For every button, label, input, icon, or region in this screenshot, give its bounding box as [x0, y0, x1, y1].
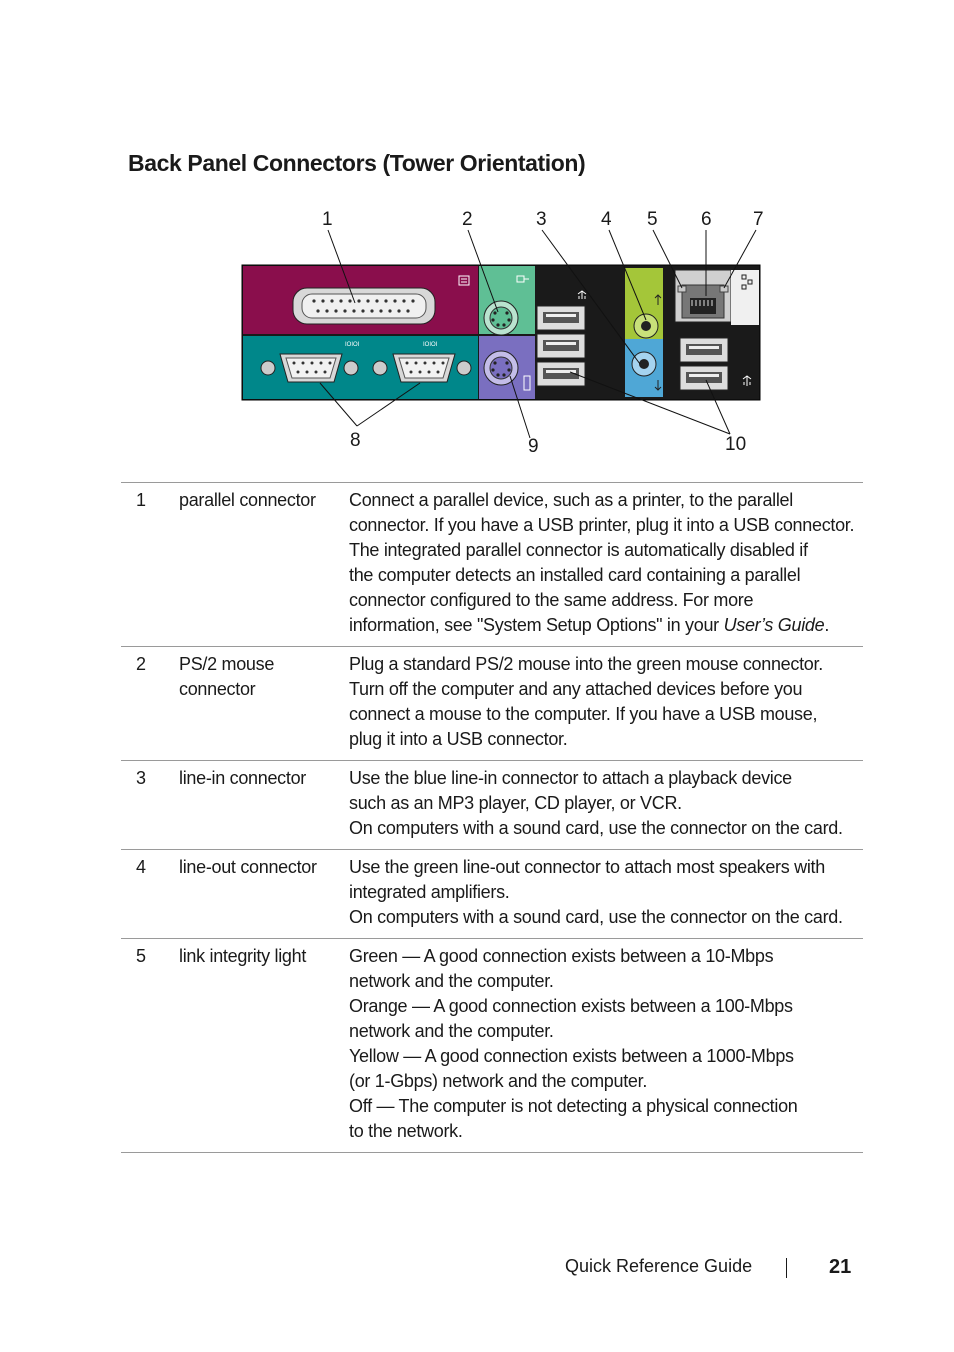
callout-2: 2: [462, 209, 473, 230]
users-guide-title: User’s Guide: [723, 615, 825, 635]
serial-port-label-b: IOIOI: [423, 342, 438, 348]
legend-row: [121, 646, 863, 760]
legend-name: PS/2 mouse connector: [179, 654, 275, 699]
page-title: Back Panel Connectors (Tower Orientation): [128, 150, 586, 176]
callout-5: 5: [647, 209, 658, 230]
footer-separator: [786, 1258, 787, 1278]
legend-number: 2: [136, 654, 147, 674]
legend-description: Use the green line-out connector to attach most speakers with integrated amplifiers. On computers with a sound card, use the connector on the card.: [349, 857, 843, 927]
ps2-keyboard-connector: [484, 351, 518, 385]
network-activity-light: [720, 286, 728, 292]
line-out-connector: [634, 314, 658, 338]
legend-name: line-out connector: [179, 857, 317, 877]
legend-description: Plug a standard PS/2 mouse into the green mouse connector. Turn off the computer and any attached devices before you connect a mouse to the computer. If you have a USB mouse, plug it into a USB connector.: [349, 654, 823, 749]
callout-10: 10: [725, 434, 747, 455]
page-number: 21: [829, 1256, 852, 1278]
parallel-connector: [293, 288, 435, 324]
legend-row: [121, 760, 863, 849]
footer-guide-label: Quick Reference Guide: [565, 1256, 753, 1276]
back-panel-figure: [230, 200, 790, 470]
back-panel-diagram: [230, 200, 790, 470]
serial-port-label-a: IOIOI: [345, 342, 360, 348]
legend-number: 4: [136, 857, 147, 877]
callout-7: 7: [753, 209, 764, 230]
callout-9: 9: [528, 436, 539, 457]
legend-row: [121, 482, 863, 646]
legend-row: [121, 849, 863, 938]
callout-8: 8: [350, 430, 361, 451]
legend-name: line-in connector: [179, 768, 306, 788]
network-connector: [675, 270, 731, 322]
legend-row: [121, 938, 863, 1153]
connector-legend-table: [121, 482, 863, 1153]
callout-4: 4: [601, 209, 612, 230]
legend-description: Use the blue line-in connector to attach a playback device such as an MP3 player, CD player, or VCR. On computers with a sound card, use the connector on the card.: [349, 768, 843, 838]
legend-number: 5: [136, 946, 147, 966]
usb-connectors-left: [537, 306, 585, 386]
callout-3: 3: [536, 209, 547, 230]
network-label-panel: [731, 270, 759, 325]
callout-1: 1: [322, 209, 333, 230]
ps2-mouse-connector: [484, 301, 518, 335]
callout-6: 6: [701, 209, 712, 230]
legend-number: 1: [136, 490, 147, 510]
legend-description: Connect a parallel device, such as a printer, to the parallel connector. If you have a USB printer, plug it into a USB connector. The integrated parallel connector is automatically disabled if the computer detects an installed card containing a parallel connector configured to the same address. For more information, see "System Setup Options" in your User’s Guide.: [349, 490, 855, 635]
legend-name: parallel connector: [179, 490, 316, 510]
legend-description: Green — A good connection exists between a 10-Mbps network and the computer. Orange — A good connection exists between a 100-Mbps network and the computer. Yellow — A good connection exists between a 1000-Mbps (or 1-Gbps) network and the computer. Off — The computer is not detecting a physical connection to the network.: [349, 946, 798, 1141]
legend-name: link integrity light: [179, 946, 307, 966]
legend-number: 3: [136, 768, 147, 788]
line-in-connector: [632, 352, 656, 376]
